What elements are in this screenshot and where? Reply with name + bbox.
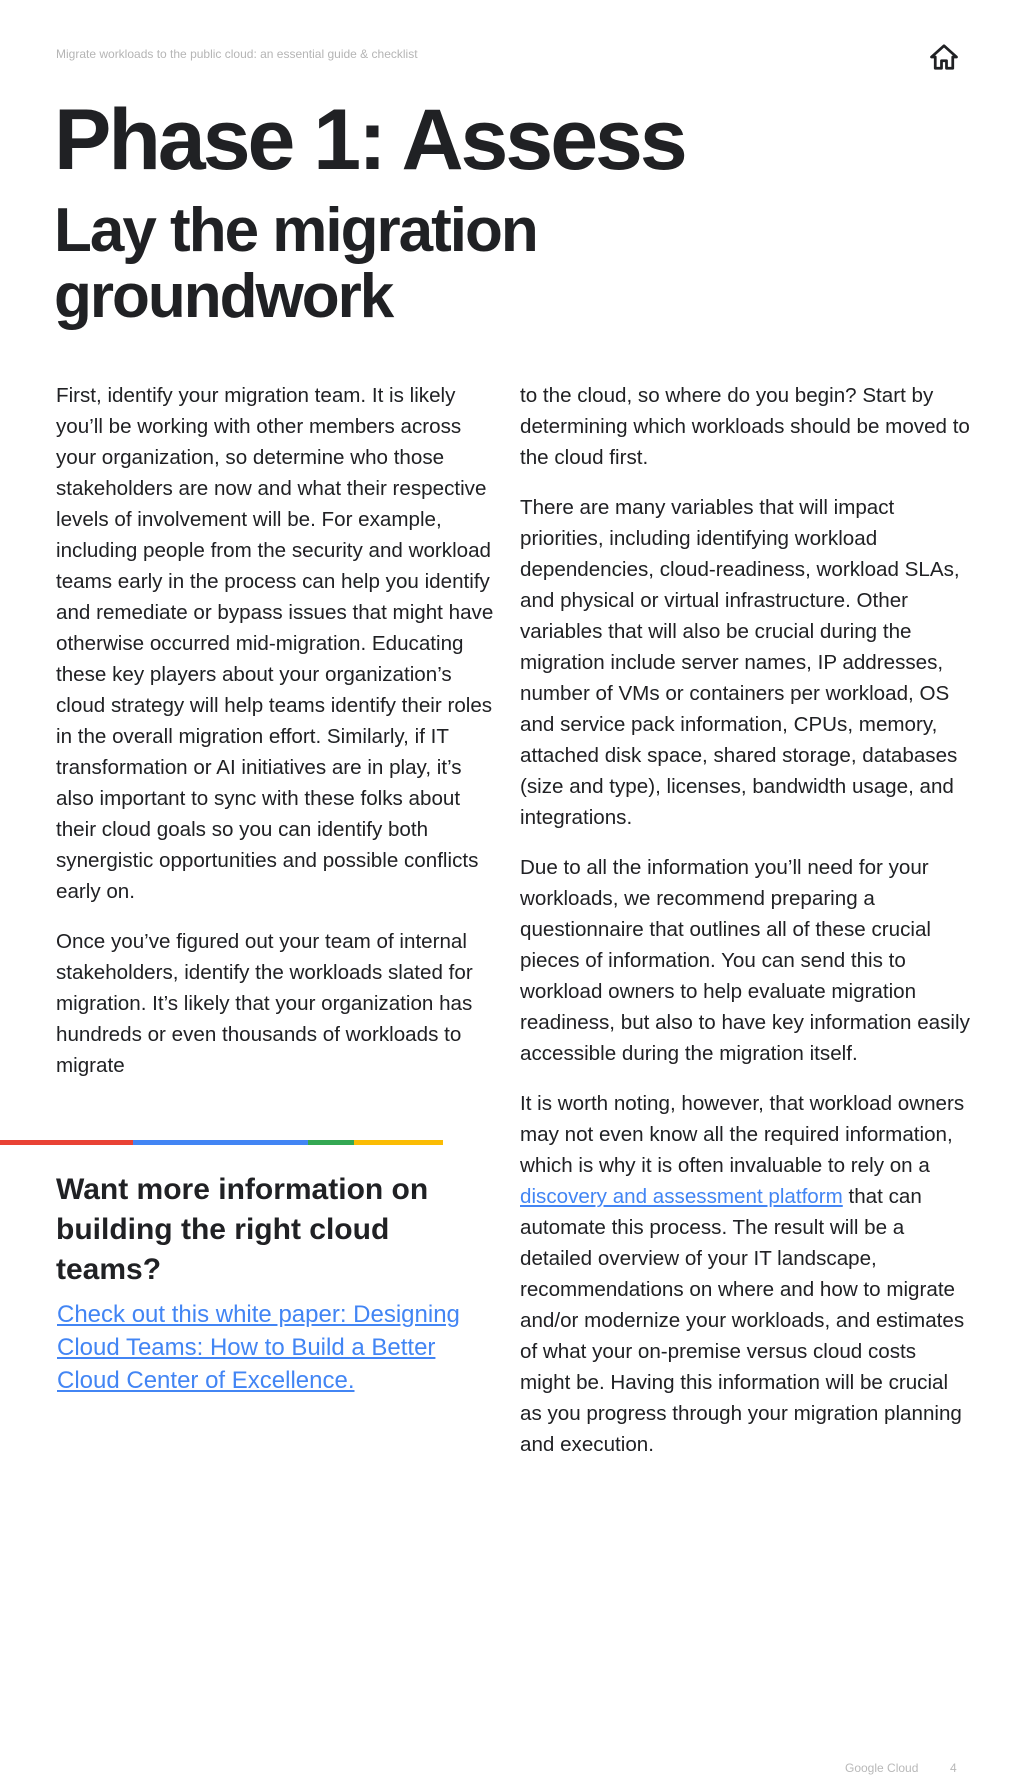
callout-heading: Want more information on building the right cloud teams? — [56, 1173, 429, 1286]
page-title: Phase 1: Assess — [54, 92, 685, 188]
home-icon[interactable] — [929, 42, 959, 72]
color-divider — [0, 1140, 443, 1145]
body-paragraph: There are many variables that will impact priorities, including identifying workload dependencies, cloud-readiness, workload SLAs, and physical or virtual infrastructure. Other variables that will also be crucial during the migration include server names, IP addresses, number of VMs or containers per workload, OS and service pack information, CPUs, memory, attached disk space, shared storage, databases (size and type), licenses, bandwidth usage, and integrations. — [520, 496, 960, 829]
divider-blue — [133, 1140, 308, 1145]
white-paper-link[interactable]: Check out this white paper: Designing Cloud Teams: How to Build a Better Cloud Center of Excellence. — [57, 1301, 460, 1394]
left-column — [56, 380, 496, 1100]
body-paragraph: to the cloud, so where do you begin? Start by determining which workloads should be moved to the cloud first. — [520, 384, 970, 469]
running-header: Migrate workloads to the public cloud: an essential guide & checklist — [56, 47, 418, 61]
page-subtitle: Lay the migration groundwork — [54, 196, 537, 331]
discovery-platform-link[interactable]: discovery and assessment platform — [520, 1185, 843, 1208]
body-text: that can automate this process. The result will be a detailed overview of your IT landscape, recommendations on where and how to migrate and/or modernize your workloads, and estimates of what your on-premise versus cloud costs might be. Having this information will be crucial as you progress through your migration planning and execution. — [520, 1185, 965, 1456]
divider-yellow — [354, 1140, 443, 1145]
body-paragraph: Due to all the information you’ll need for your workloads, we recommend preparing a questionnaire that outlines all of these crucial pieces of information. You can send this to workload owners to help evaluate migration readiness, but also to have key information easily accessible during the migration itself. — [520, 856, 970, 1065]
right-column — [520, 380, 970, 1479]
body-text: It is worth noting, however, that workload owners may not even know all the required information, which is why it is often invaluable to rely on a — [520, 1092, 965, 1177]
body-paragraph: First, identify your migration team. It is likely you’ll be working with other members across your organization, so determine who those stakeholders are now and what their respective levels of involvement will be. For example, including people from the security and workload teams early in the process can help you identify and remediate or bypass issues that might have otherwise occurred mid-migration. Educating these key players about your organization’s cloud strategy will help teams identify their roles in the overall migration effort. Similarly, if IT transformation or AI initiatives are in play, it’s also important to sync with these folks about their cloud goals so you can identify both synergistic opportunities and possible conflicts early on. — [56, 384, 494, 903]
page-number: 4 — [950, 1761, 957, 1775]
body-paragraph: Once you’ve figured out your team of internal stakeholders, identify the workloads slated for migration. It’s likely that your organization has hundreds or even thousands of workloads to migrate — [56, 930, 473, 1077]
body-paragraph — [520, 1088, 970, 1460]
google-cloud-logo: Google Cloud — [845, 1761, 919, 1775]
divider-red — [0, 1140, 133, 1145]
divider-green — [308, 1140, 354, 1145]
